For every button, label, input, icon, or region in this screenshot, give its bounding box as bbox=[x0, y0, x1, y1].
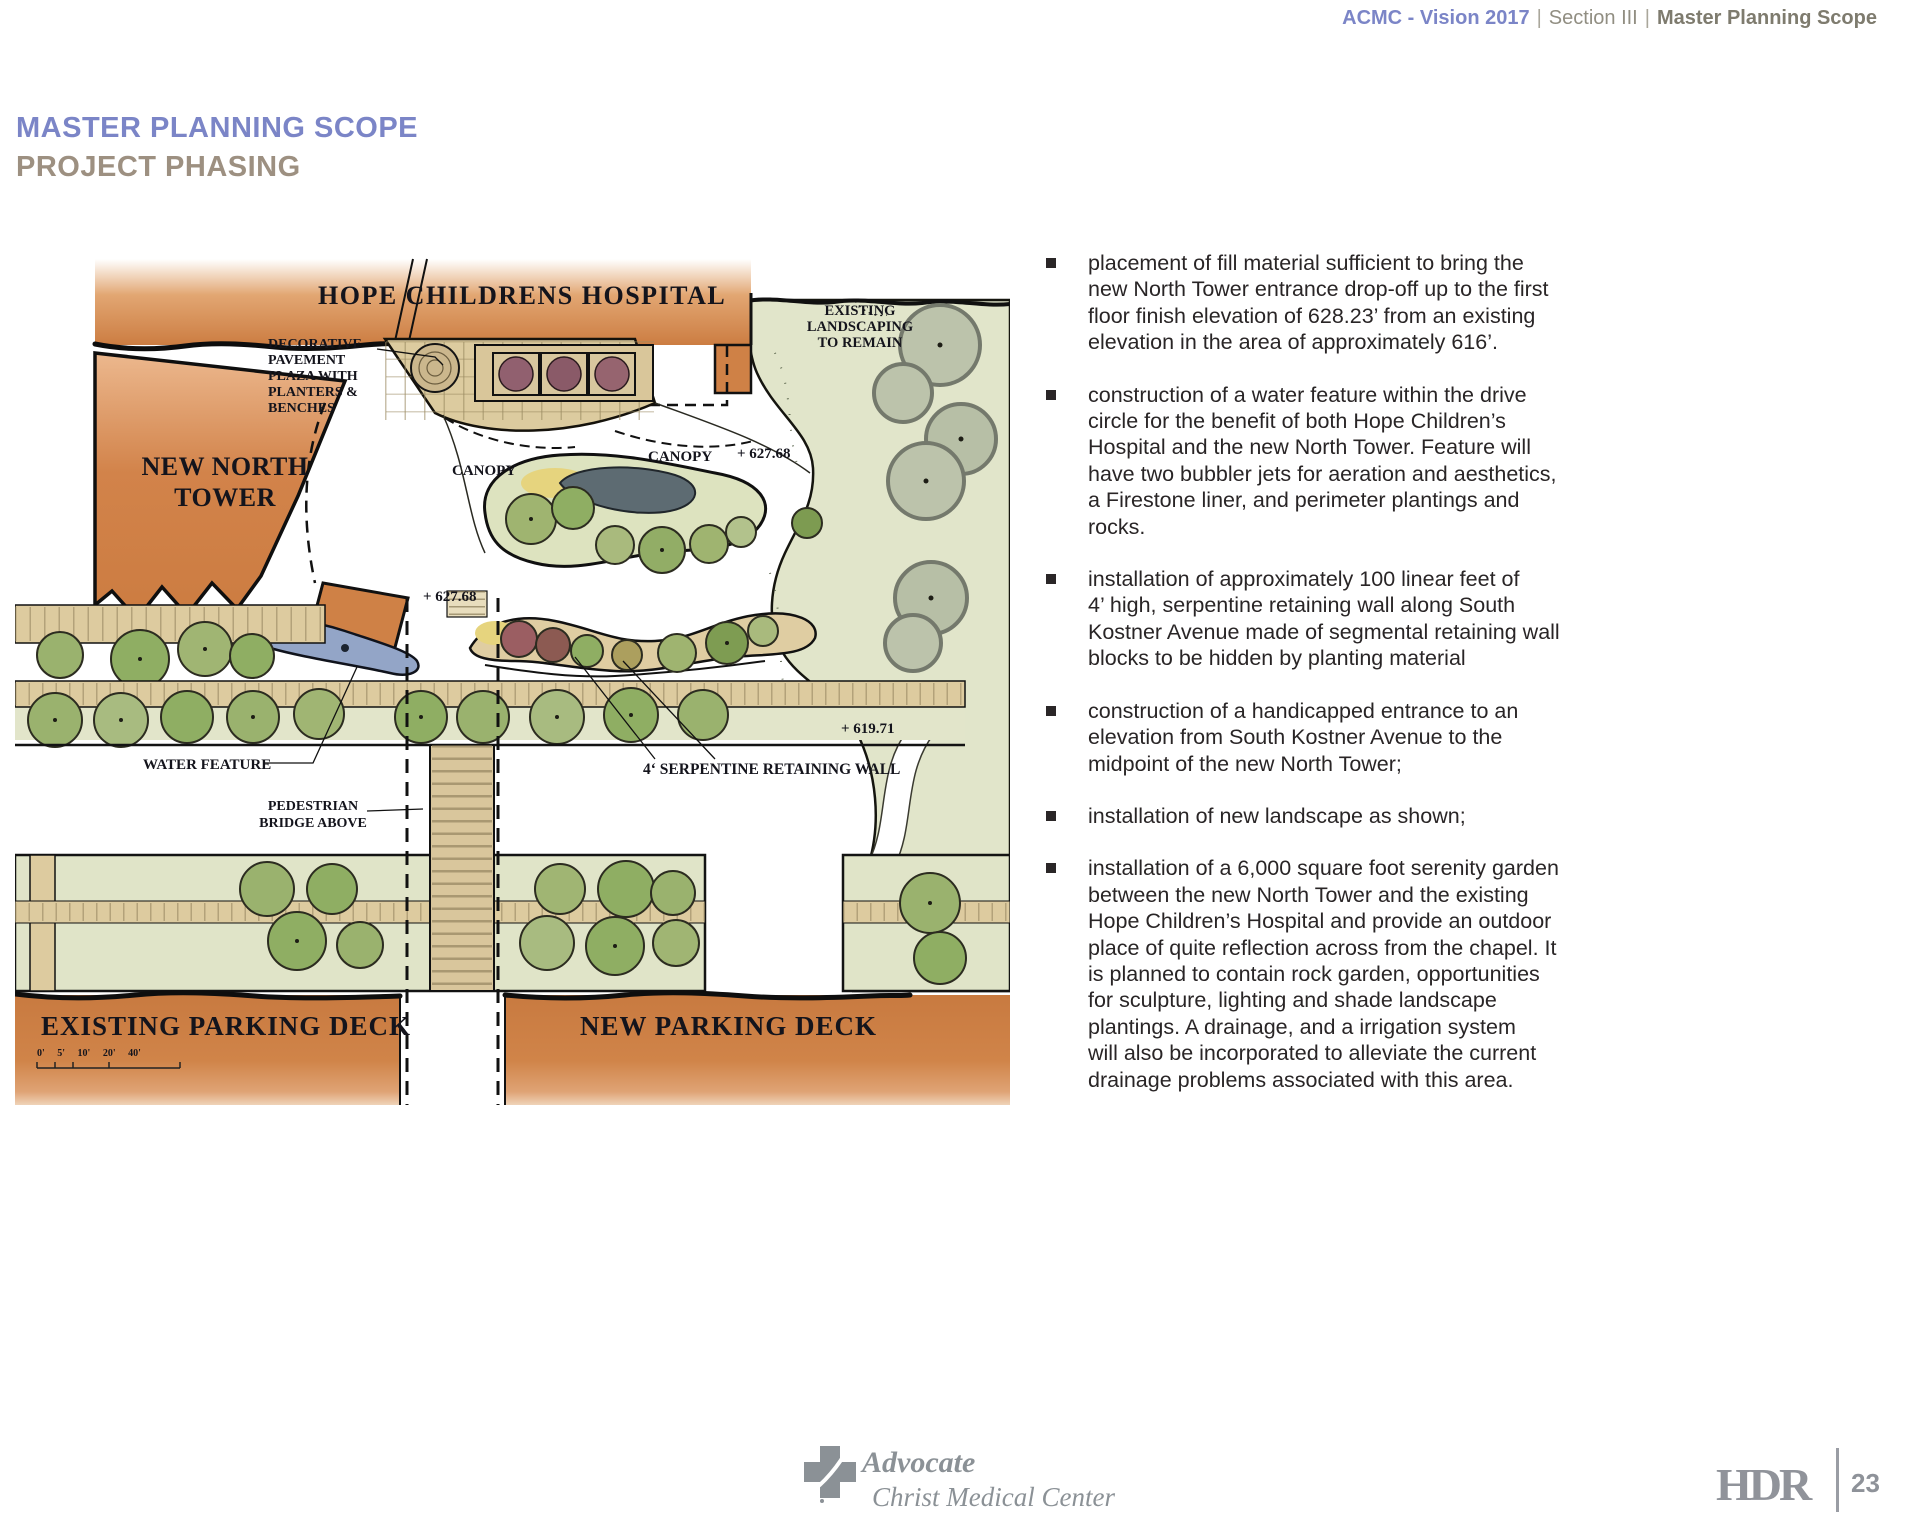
page-title: MASTER PLANNING SCOPE bbox=[16, 112, 419, 144]
header-divider: | bbox=[1536, 7, 1542, 29]
pedestrian-bridge-shape bbox=[430, 745, 494, 991]
label-canopy-left: CANOPY bbox=[452, 463, 517, 479]
label-new-parking-deck: NEW PARKING DECK bbox=[580, 1011, 878, 1041]
list-item bbox=[1046, 803, 1870, 829]
label-existing-parking-deck: EXISTING PARKING DECK bbox=[41, 1011, 412, 1041]
advocate-cross-icon bbox=[802, 1444, 858, 1509]
site-plan-drawing bbox=[15, 253, 1010, 1108]
label-serpentine-wall: 4‘ SERPENTINE RETAINING WALL bbox=[643, 761, 901, 778]
advocate-logo-text: Advocate bbox=[862, 1446, 976, 1479]
header-divider: | bbox=[1644, 7, 1650, 29]
bullet-square-icon bbox=[1046, 258, 1056, 268]
bullet-square-icon bbox=[1046, 811, 1056, 821]
bullet-text: construction of a water feature within the drive circle for the benefit of both Hope Children’s Hospital and the new North Tower. Feature will have two bubbler jets for aeration and aesthetics, a Firestone liner, and perimeter plantings and rocks. bbox=[1088, 382, 1557, 539]
label-elevation-street: + 619.71 bbox=[841, 721, 895, 737]
hdr-logo: HDR bbox=[1716, 1459, 1810, 1510]
page-header bbox=[1342, 7, 1877, 30]
page-subtitle: PROJECT PHASING bbox=[16, 151, 301, 183]
label-elevation-dropoff: + 627.68 bbox=[423, 589, 477, 605]
label-elevation-canopy: + 627.68 bbox=[737, 446, 791, 462]
label-pedestrian-bridge: PEDESTRIAN BRIDGE ABOVE bbox=[259, 799, 367, 831]
bullet-text: construction of a handicapped entrance to an elevation from South Kostner Avenue to the midpoint of the new North Tower; bbox=[1088, 698, 1519, 776]
site-plan bbox=[15, 253, 1010, 1108]
list-item bbox=[1046, 382, 1870, 540]
label-scale-bar: 0' 5' 10' 20' 40' bbox=[37, 1048, 141, 1059]
bullet-text: placement of fill material sufficient to bring the new North Tower entrance drop-off up to the first floor finish elevation of 628.23’ from an existing elevation in the area of approximately 616’. bbox=[1088, 251, 1549, 355]
doc-brand: ACMC - Vision 2017 bbox=[1342, 7, 1530, 29]
list-item bbox=[1046, 698, 1870, 777]
bullet-square-icon bbox=[1046, 863, 1056, 873]
advocate-logo-subtext: Christ Medical Center bbox=[872, 1482, 1115, 1512]
list-item bbox=[1046, 566, 1870, 672]
page-number: 23 bbox=[1851, 1468, 1880, 1498]
title-block bbox=[16, 112, 418, 184]
label-existing-landscaping: EXISTING LANDSCAPING TO REMAIN bbox=[806, 303, 914, 351]
planter-trees bbox=[499, 357, 629, 391]
header-section: Section III bbox=[1548, 7, 1638, 29]
bullet-text: installation of a 6,000 square foot serenity garden between the new North Tower and the existing Hope Children’s Hospital and provide an outdoor place of quite reflection across from the chapel. It is planned to contain rock garden, opportunities for sculpture, lighting and shade landscape plantings. A drainage, and a irrigation system will also be incorporated to alleviate the current drainage problems associated with this area. bbox=[1088, 856, 1559, 1092]
bullet-square-icon bbox=[1046, 706, 1056, 716]
bullet-text: installation of approximately 100 linear feet of 4’ high, serpentine retaining wall along South Kostner Avenue made of segmental retaining wall blocks to be hidden by planting material bbox=[1088, 567, 1560, 671]
bullet-text: installation of new landscape as shown; bbox=[1088, 803, 1466, 828]
bullet-square-icon bbox=[1046, 390, 1056, 400]
label-canopy-right: CANOPY bbox=[648, 449, 713, 465]
header-chapter: Master Planning Scope bbox=[1656, 7, 1877, 29]
list-item bbox=[1046, 250, 1870, 356]
label-new-north-tower: NEW NORTH TOWER bbox=[141, 452, 309, 512]
scope-bullet-list bbox=[1046, 250, 1870, 1119]
bullet-square-icon bbox=[1046, 574, 1056, 584]
label-water-feature: WATER FEATURE bbox=[143, 757, 272, 773]
footer-divider bbox=[1836, 1448, 1839, 1512]
list-item bbox=[1046, 855, 1870, 1093]
label-decorative-pavement-plaza: DECORATIVE PAVEMENT PLAZA WITH PLANTERS & BENCHES bbox=[268, 337, 362, 416]
label-hope-childrens-hospital: HOPE CHILDRENS HOSPITAL bbox=[318, 281, 727, 310]
